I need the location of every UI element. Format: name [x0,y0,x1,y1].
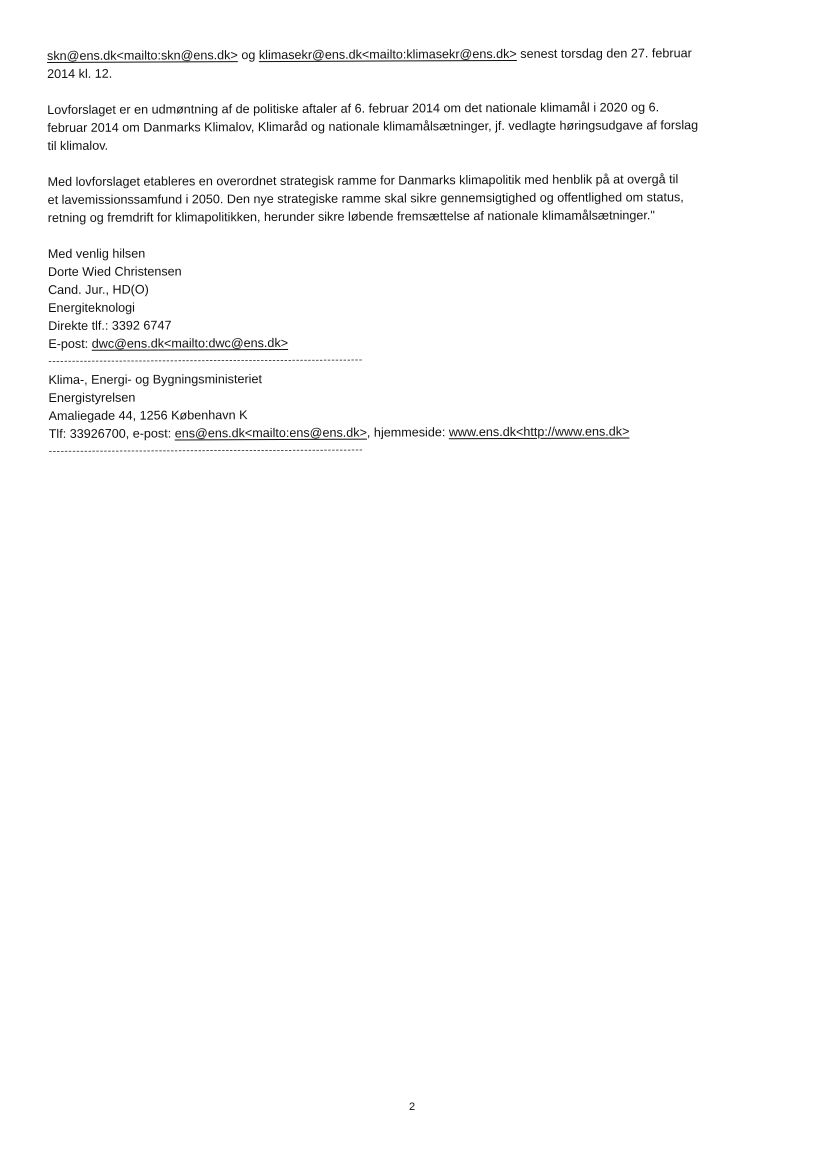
signature-greeting: Med venlig hilsen [47,246,146,261]
signature-email-label: E-post: [48,336,92,351]
org-phone-label: Tlf: 33926700, e-post: [48,426,175,441]
organization-block [48,368,783,443]
paragraph-strategy [48,170,783,227]
separator-line-bottom: -------------------------------------------------------------------------------- [48,444,364,457]
signature-block [48,242,783,353]
email-link-dwc[interactable]: dwc@ens.dk<mailto:dwc@ens.dk> [91,335,289,351]
conjunction-text: og [237,48,259,63]
email-link-klimasekr[interactable]: klimasekr@ens.dk<mailto:klimasekr@ens.dk> [258,46,517,63]
org-address: Amaliegade 44, 1256 København K [48,408,248,423]
text-line: Med lovforslaget etableres en overordnet strategisk ramme for Danmarks klimapolitik med henblik på at overgå til [47,172,679,189]
email-link-ens[interactable]: ens@ens.dk<mailto:ens@ens.dk> [174,425,367,441]
org-website-label: , hjemmeside: [366,425,449,440]
signature-phone: Direkte tlf.: 3392 6747 [48,318,172,333]
org-ministry: Klima-, Energi- og Bygningsministeriet [48,372,262,387]
page-number: 2 [408,1101,416,1113]
separator-line: -------------------------------------------------------------------------------- [48,354,363,367]
deadline-text: senest torsdag den 27. februar [516,46,692,61]
deadline-time: 2014 kl. 12. [47,66,113,81]
text-line: Lovforslaget er en udmøntning af de politiske aftaler af 6. februar 2014 om det nationale klimamål i 2020 og 6. [47,100,660,117]
org-contact-line [49,422,784,443]
signature-name: Dorte Wied Christensen [47,264,182,279]
signature-department: Energiteknologi [48,300,135,315]
text-line: februar 2014 om Danmarks Klimalov, Klimaråd og nationale klimamålsætninger, jf. vedlagte høringsudgave af forslag [47,118,699,135]
text-line: til klimalov. [47,138,109,153]
text-line: retning og fremdrift for klimapolitikken, herunder sikre løbende fremsættelse af nationale klimamålsætninger." [47,208,655,225]
email-link-skn[interactable]: skn@ens.dk<mailto:skn@ens.dk> [47,48,238,63]
website-link-ens[interactable]: www.ens.dk<http://www.ens.dk> [448,424,630,440]
signature-degree: Cand. Jur., HD(O) [48,282,149,297]
org-agency: Energistyrelsen [48,390,136,405]
signature-email-line [48,332,783,353]
text-line: et lavemissionssamfund i 2050. Den nye strategiske ramme skal sikre gennemsigtighed og offentlighed om status, [47,190,684,207]
paragraph-lovforslag [47,98,782,155]
email-body [47,44,784,461]
paragraph-deadline [47,44,782,83]
